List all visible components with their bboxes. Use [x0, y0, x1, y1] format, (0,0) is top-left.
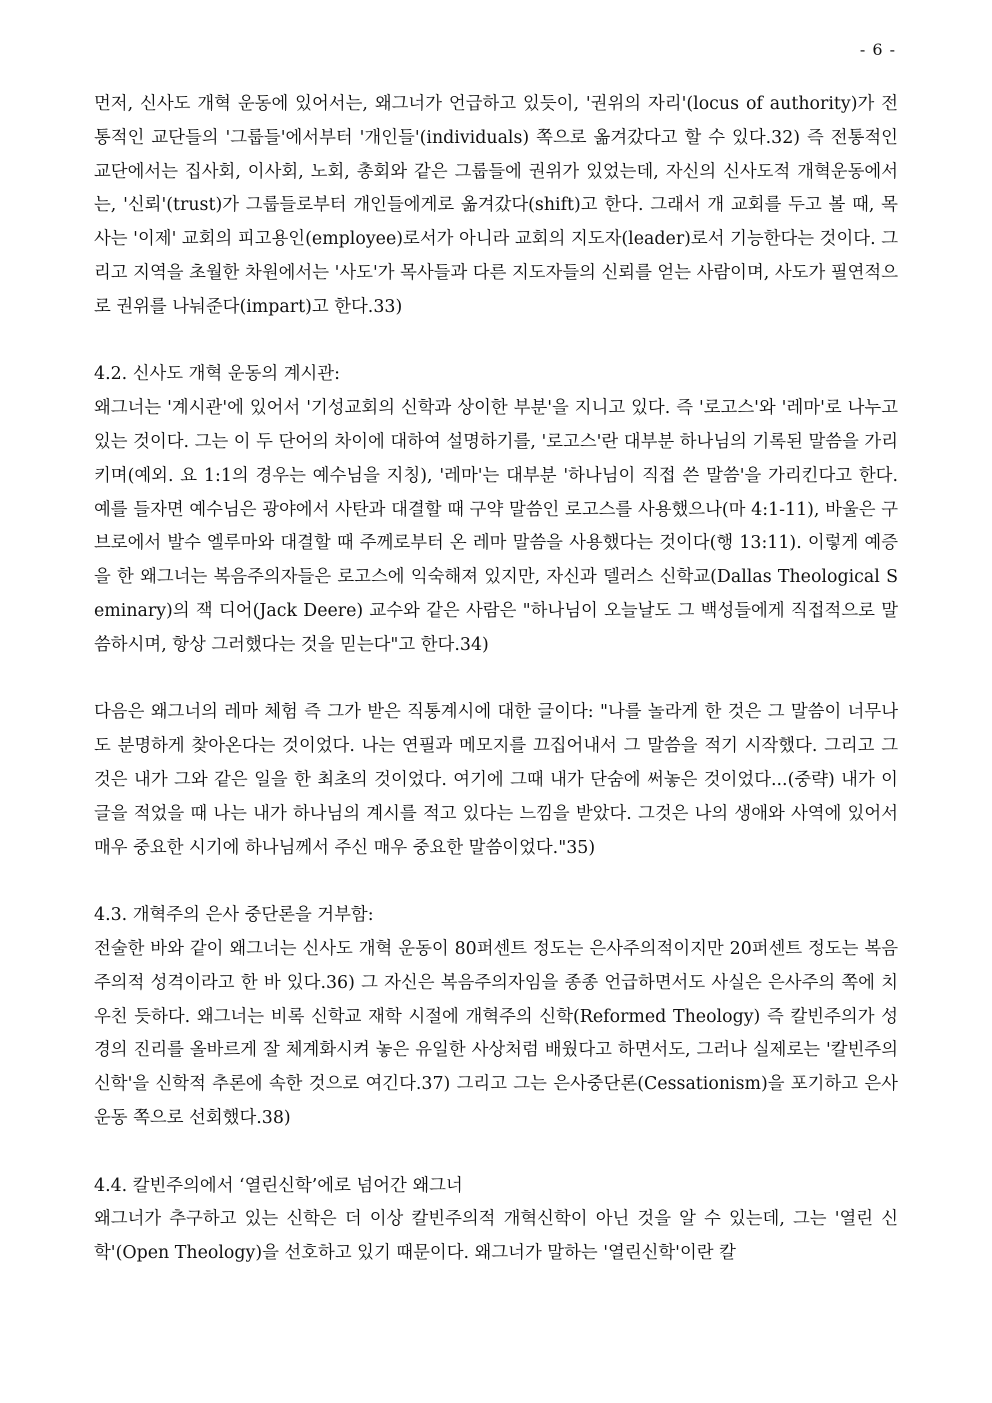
paragraph-revelation-view: 왜그너는 '계시관'에 있어서 '기성교회의 신학과 상이한 부분'을 지니고 있다. 즉 '로고스'와 '레마'로 나누고 있는 것이다. 그는 이 두 단어의 차이에 대하여 설명하기를, '로고스'란 대부분 하나님의 기록된 말씀을 가리키며(예외. 요 1:1의 경우는 예수님을 지칭), '레마'는 대부분 '하나님이 직접 쓴 말씀'을 가리킨다고 한다. 예를 들자면 예수님은 광야에서 사탄과 대결할 때 구약 말씀인 로고스를 사용했으나(마 4:1-11), 바울은 구브로에서 발수 엘루마와 대결할 때 주께로부터 온 레마 말씀을 사용했다는 것이다(행 13:11). 이렇게 예증을 한 왜그너는 복음주의자들은 로고스에 익숙해져 있지만, 자신과 델러스 신학교(Dallas Theological Seminary)의 잭 디어(Jack Deere) 교수와 같은 사람은 "하나님이 오늘날도 그 백성들에게 직접적으로 말씀하시며, 항상 그러했다는 것을 믿는다"고 한다.34): [94, 398, 898, 655]
page-number: - 6 -: [859, 40, 896, 59]
paragraph-cessationism: 전술한 바와 같이 왜그너는 신사도 개혁 운동이 80퍼센트 정도는 은사주의적이지만 20퍼센트 정도는 복음주의적 성격이라고 한 바 있다.36) 그 자신은 복음주의자임을 종종 언급하면서도 사실은 은사주의 쪽에 치우친 듯하다. 왜그너는 비록 신학교 재학 시절에 개혁주의 신학(Reformed Theology) 즉 칼빈주의가 성경의 진리를 올바르게 잘 체계화시켜 놓은 유일한 사상처럼 배웠다고 하면서도, 그러나 실제로는 '칼빈주의 신학'을 신학적 추론에 속한 것으로 여긴다.37) 그리고 그는 은사중단론(Cessationism)을 포기하고 은사운동 쪽으로 선회했다.38): [94, 938, 898, 1128]
paragraph-gap: [94, 663, 898, 697]
section-heading-4-3: 4.3. 개혁주의 은사 중단론을 거부함:: [94, 905, 374, 926]
section-heading-4-2: 4.2. 신사도 개혁 운동의 계시관:: [94, 364, 340, 385]
paragraph-gap: [94, 865, 898, 899]
paragraph-open-theology: 왜그너가 추구하고 있는 신학은 더 이상 칼빈주의적 개혁신학이 아닌 것을 알 수 있는데, 그는 '열린 신학'(Open Theology)을 선호하고 있기 때문이다. 왜그너가 말하는 '열린신학'이란 칼: [94, 1209, 898, 1264]
document-body: [94, 88, 898, 1271]
section-heading-4-4: 4.4. 칼빈주의에서 ‘열린신학’에로 넘어간 왜그너: [94, 1175, 463, 1196]
paragraph-gap: [94, 325, 898, 359]
paragraph-gap: [94, 1136, 898, 1170]
paragraph-locus-of-authority: 먼저, 신사도 개혁 운동에 있어서는, 왜그너가 언급하고 있듯이, '권위의 자리'(locus of authority)가 전통적인 교단들의 '그룹들'에서부터 '개인들'(individuals) 쪽으로 옮겨갔다고 할 수 있다.32) 즉 전통적인 교단에서는 집사회, 이사회, 노회, 총회와 같은 그룹들에 권위가 있었는데, 자신의 신사도적 개혁운동에서는, '신뢰'(trust)가 그룹들로부터 개인들에게로 옮겨갔다(shift)고 한다. 그래서 개 교회를 두고 볼 때, 목사는 '이제' 교회의 피고용인(employee)로서가 아니라 교회의 지도자(leader)로서 기능한다는 것이다. 그리고 지역을 초월한 차원에서는 '사도'가 목사들과 다른 지도자들의 신뢰를 얻는 사람이며, 사도가 필연적으로 권위를 나눠준다(impart)고 한다.33): [94, 94, 898, 317]
paragraph-rhema-experience: 다음은 왜그너의 레마 체험 즉 그가 받은 직통계시에 대한 글이다: "나를 놀라게 한 것은 그 말씀이 너무나도 분명하게 찾아온다는 것이었다. 나는 연필과 메모지를 끄집어내서 그 말씀을 적기 시작했다. 그리고 그것은 내가 그와 같은 일을 한 최초의 것이었다. 여기에 그때 내가 단숨에 써놓은 것이었다...(중략) 내가 이 글을 적었을 때 나는 내가 하나님의 계시를 적고 있다는 느낌을 받았다. 그것은 나의 생애와 사역에 있어서 매우 중요한 시기에 하나님께서 주신 매우 중요한 말씀이었다."35): [94, 702, 898, 858]
